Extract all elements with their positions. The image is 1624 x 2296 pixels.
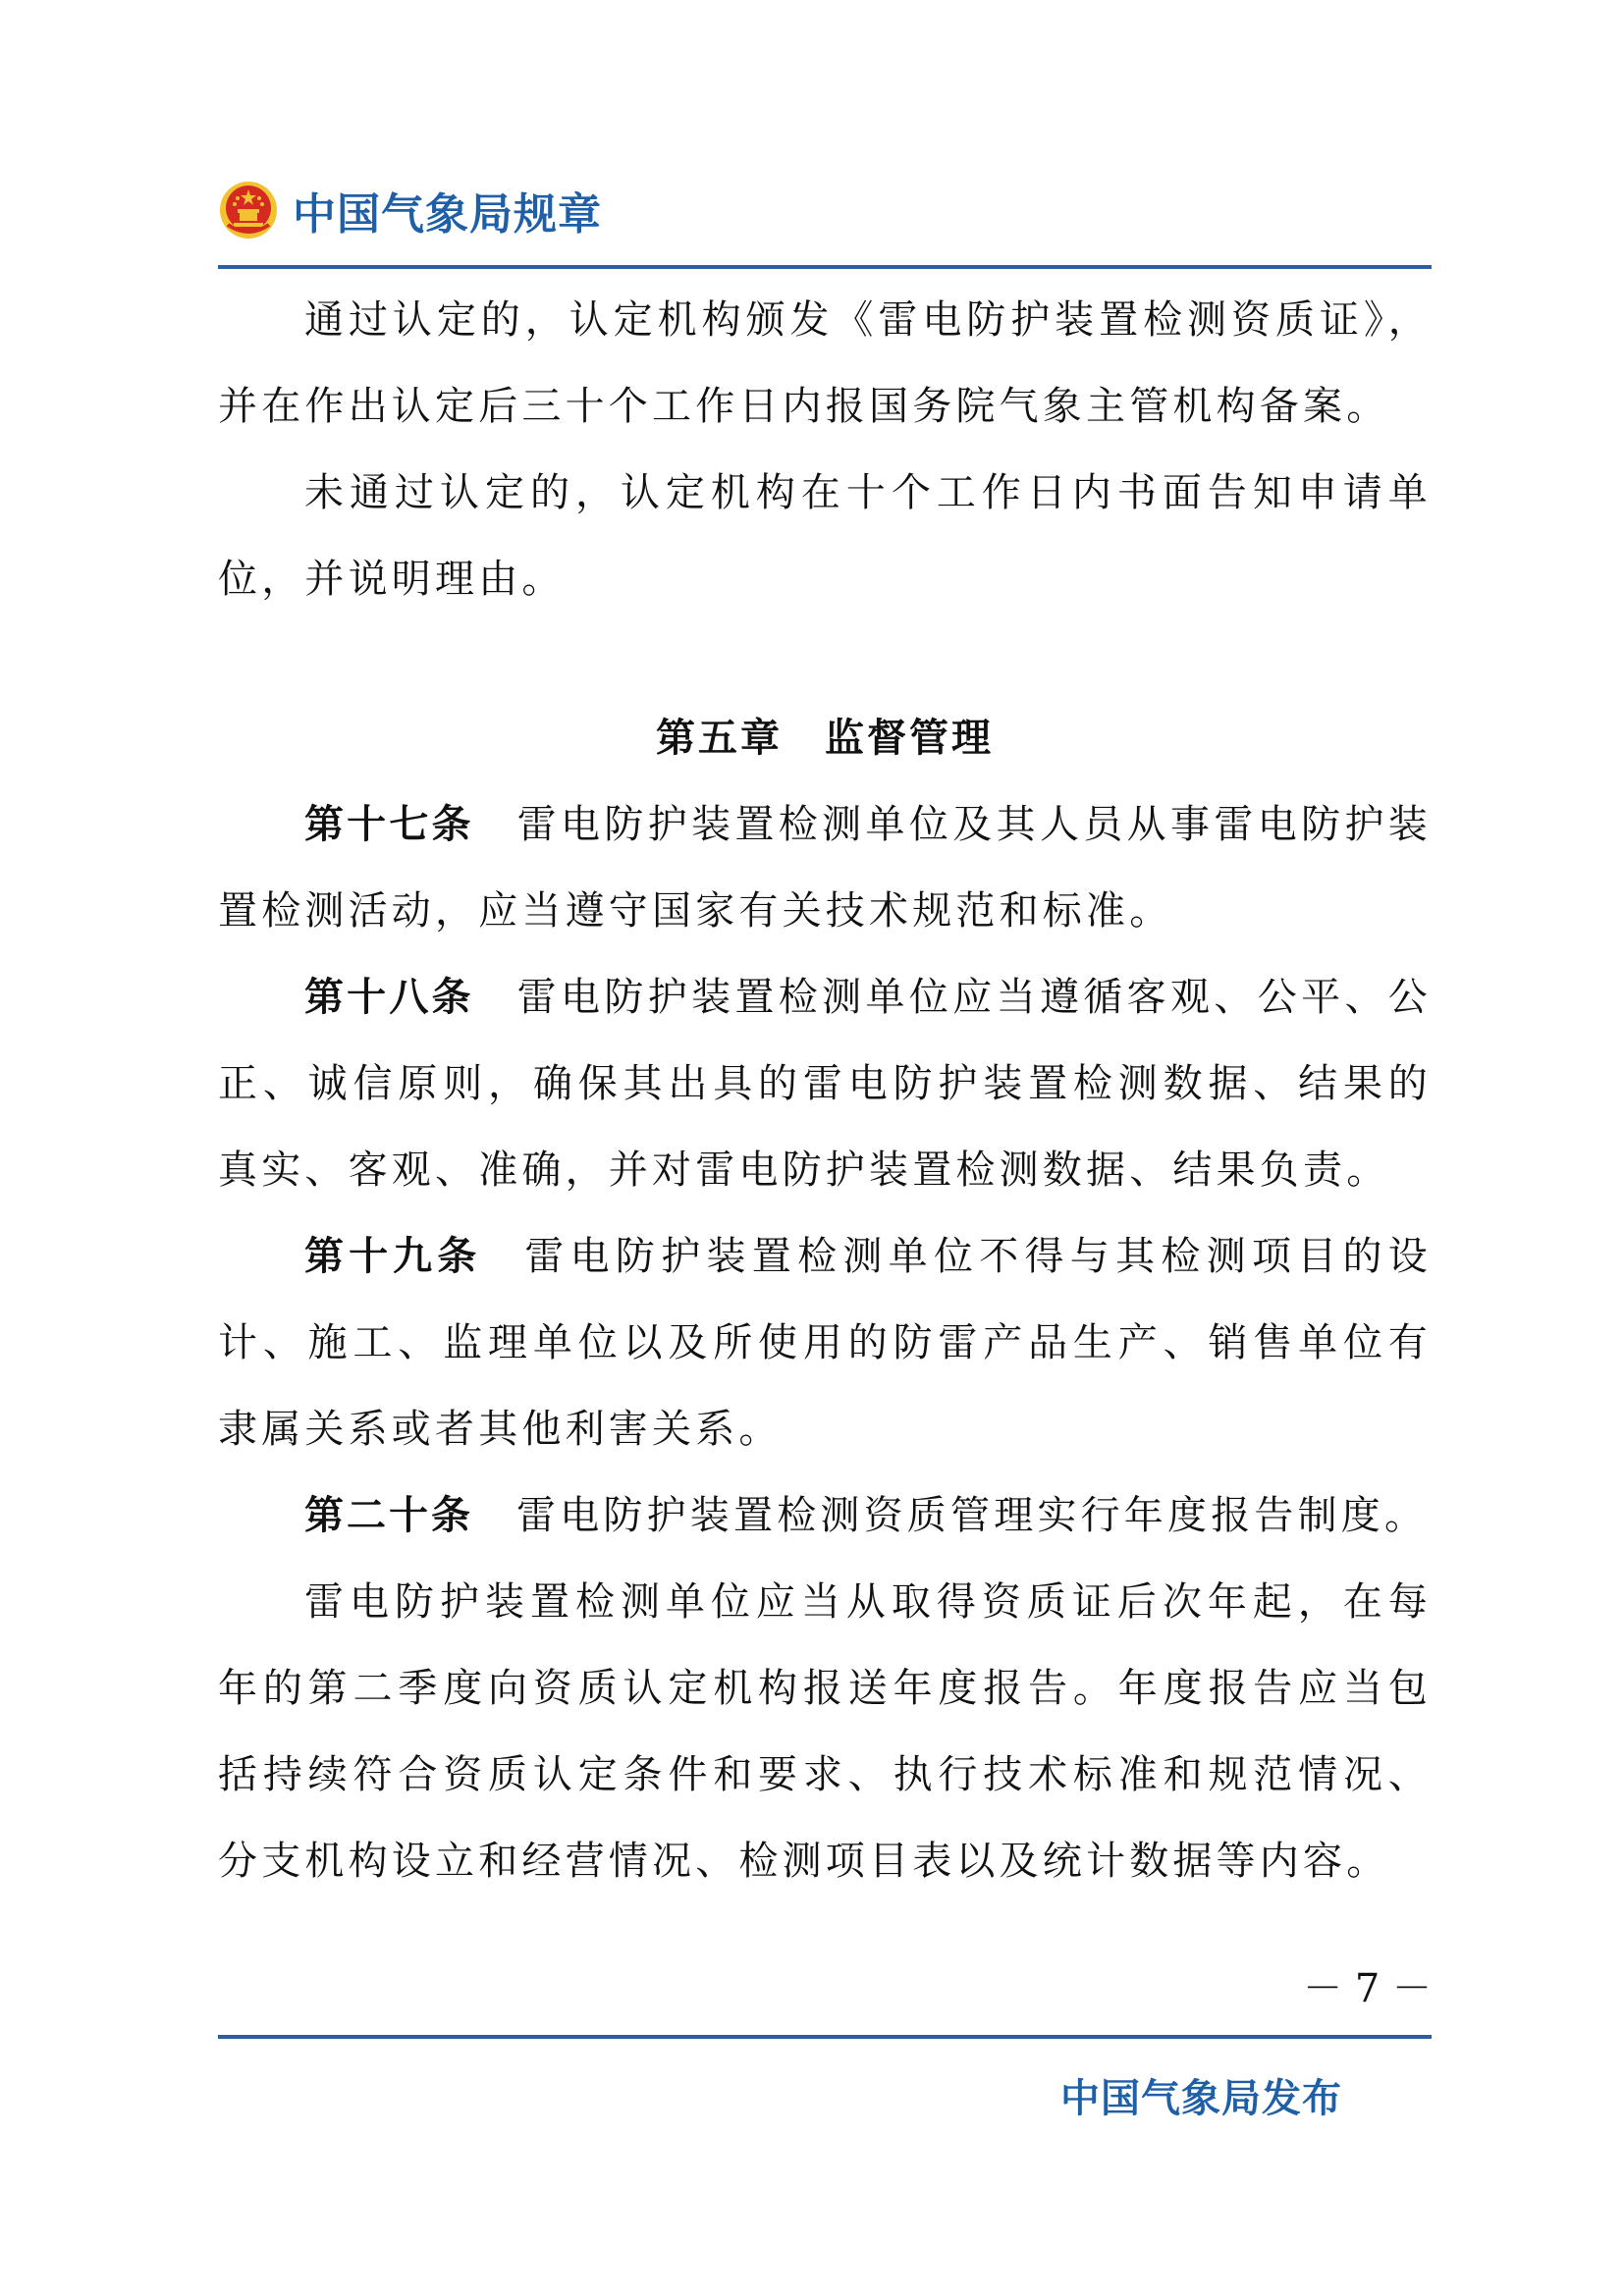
header-divider xyxy=(218,265,1432,269)
paragraph: 雷电防护装置检测单位应当从取得资质证后次年起，在每年的第二季度向资质认定机构报送年度报告。年度报告应当包括持续符合资质认定条件和要求、执行技术标准和规范情况、分支机构设立和经营情况、检测项目表以及统计数据等内容。 xyxy=(218,1579,1432,1884)
page-header xyxy=(218,175,602,245)
article-label: 第十九条 xyxy=(304,1234,482,1279)
header-title: 中国气象局规章 xyxy=(293,189,602,240)
article-17 xyxy=(218,781,1432,954)
document-body xyxy=(218,277,1432,622)
article-20 xyxy=(218,1472,1432,1559)
articles-section xyxy=(218,781,1432,1904)
article-text: 雷电防护装置检测资质管理实行年度报告制度。 xyxy=(516,1493,1429,1538)
article-18 xyxy=(218,954,1432,1213)
article-19 xyxy=(218,1213,1432,1472)
chapter-title: 第五章 监督管理 xyxy=(656,716,994,761)
paragraph: 未通过认定的，认定机构在十个工作日内书面告知申请单位，并说明理由。 xyxy=(218,470,1432,602)
article-label: 第十七条 xyxy=(304,802,474,847)
article-text: 雷电防护装置检测单位不得与其检测项目的设计、施工、监理单位以及所使用的防雷产品生产、销售单位有隶属关系或者其他利害关系。 xyxy=(218,1234,1433,1452)
national-emblem-icon xyxy=(218,180,279,240)
article-text: 雷电防护装置检测单位及其人员从事雷电防护装置检测活动，应当遵守国家有关技术规范和标准。 xyxy=(218,802,1433,934)
article-label: 第十八条 xyxy=(304,975,474,1020)
footer-divider xyxy=(218,2035,1432,2039)
footer-publisher: 中国气象局发布 xyxy=(1060,2076,1342,2121)
article-label: 第二十条 xyxy=(304,1493,473,1538)
article-text: 雷电防护装置检测单位应当遵循客观、公平、公正、诚信原则，确保其出具的雷电防护装置检测数据、结果的真实、客观、准确，并对雷电防护装置检测数据、结果负责。 xyxy=(218,975,1433,1193)
page-number: － 7 － xyxy=(1303,1966,1432,2011)
paragraph: 通过认定的，认定机构颁发《雷电防护装置检测资质证》，并在作出认定后三十个工作日内报国务院气象主管机构备案。 xyxy=(218,297,1432,429)
